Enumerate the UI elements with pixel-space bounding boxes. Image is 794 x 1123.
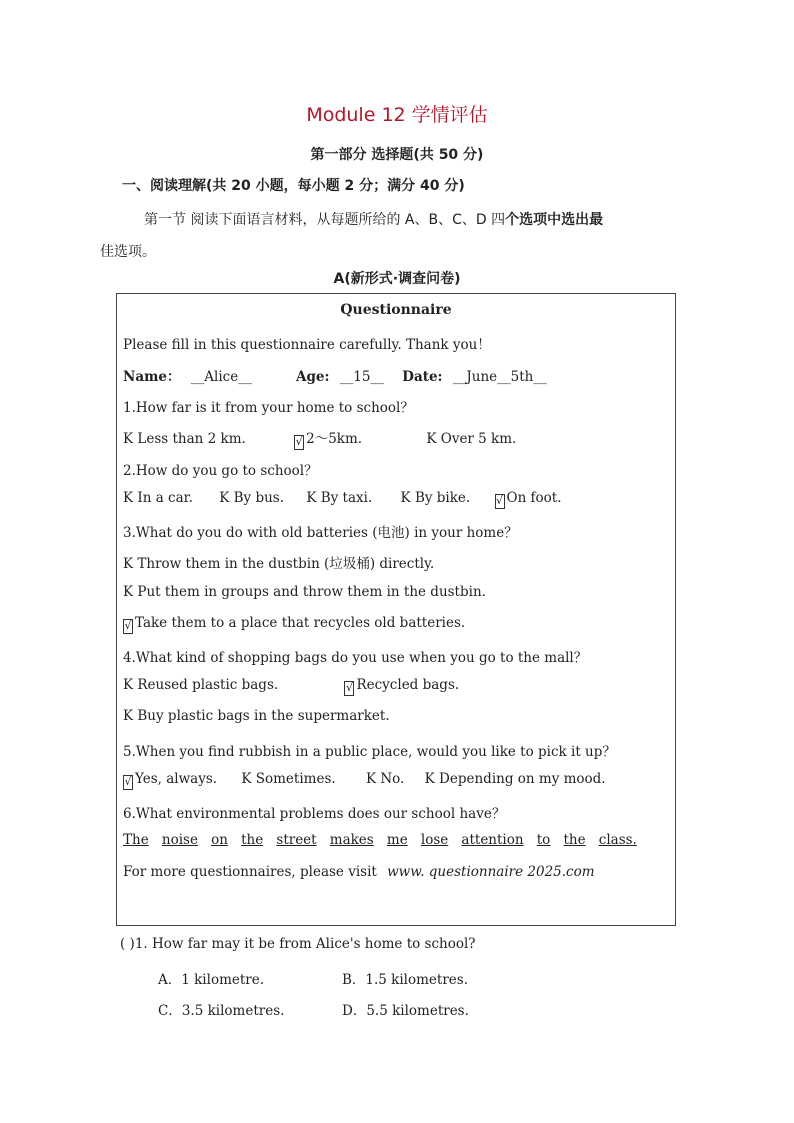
- q1-opt-a[interactable]: [123, 431, 246, 447]
- option-label: By bike.: [414, 490, 471, 506]
- q5-opt-d[interactable]: [425, 771, 606, 787]
- q5-opt-c[interactable]: [366, 771, 404, 787]
- q4-opt-b[interactable]: [344, 677, 459, 693]
- q5-opt-b[interactable]: [241, 771, 335, 787]
- footer-link[interactable]: www. questionnaire 2025.com: [387, 864, 595, 880]
- instruction-text-a: 第一节 阅读下面语言材料，从每题所给的 A、B、C、D 四: [144, 212, 506, 228]
- instruction: [100, 204, 682, 268]
- unchecked-mark: K: [123, 431, 134, 447]
- name-label: Name：: [123, 369, 181, 385]
- q5-options: [123, 771, 606, 790]
- instruction-text-c: 佳选项。: [100, 244, 156, 260]
- q4-options: [123, 677, 459, 696]
- q2-opt-b[interactable]: [219, 490, 284, 506]
- option-label: No.: [380, 771, 405, 787]
- age-label: Age:: [296, 369, 330, 385]
- page-title: Module 12 学情评估: [306, 104, 488, 126]
- unchecked-mark: K: [123, 708, 134, 724]
- unchecked-mark: K: [123, 677, 134, 693]
- unchecked-mark: K: [241, 771, 252, 787]
- checked-mark: √: [124, 619, 132, 632]
- q1-opt-c[interactable]: [426, 431, 516, 447]
- unchecked-mark: K: [400, 490, 411, 506]
- instruction-text-b: 个选项中选出最: [505, 212, 604, 228]
- question-1-stem: ( )1. How far may it be from Alice's home to school?: [120, 936, 476, 952]
- unchecked-mark: K: [123, 556, 134, 572]
- checked-mark: √: [124, 775, 132, 788]
- q4-opt-a[interactable]: [123, 677, 278, 693]
- question-1-option-a[interactable]: A．1 kilometre.: [158, 972, 265, 988]
- q1-text: 1.How far is it from your home to school？: [123, 400, 414, 416]
- info-row: [123, 365, 547, 385]
- option-label: Over 5 km.: [440, 431, 517, 447]
- option-label: Recycled bags.: [356, 677, 460, 693]
- question-1-option-d[interactable]: D．5.5 kilometres.: [342, 1003, 469, 1019]
- answer-word: class.: [598, 832, 637, 848]
- questionnaire-title: Questionnaire: [340, 302, 452, 318]
- q3-opt-b[interactable]: [123, 584, 486, 600]
- option-label: On foot.: [506, 490, 562, 506]
- name-value: __Alice__: [190, 369, 252, 385]
- q3-text: 3.What do you do with old batteries (电池) in your home？: [123, 525, 518, 541]
- question-1-option-c[interactable]: C．3.5 kilometres.: [158, 1003, 285, 1019]
- q2-text: 2.How do you go to school？: [123, 463, 318, 479]
- section-heading: 一、阅读理解(共 20 小题，每小题 2 分；满分 40 分): [122, 178, 465, 194]
- checked-mark: √: [345, 681, 353, 694]
- unchecked-mark: K: [424, 771, 435, 787]
- unchecked-mark: K: [123, 584, 134, 600]
- footer-text: For more questionnaires, please visit: [123, 864, 377, 880]
- q2-opt-e[interactable]: [495, 490, 562, 506]
- unchecked-mark: K: [365, 771, 377, 787]
- option-label: Yes, always.: [135, 771, 218, 787]
- option-label: Buy plastic bags in the supermarket.: [137, 708, 390, 724]
- part-heading: 第一部分 选择题(共 50 分): [310, 147, 484, 163]
- option-label: By taxi.: [320, 490, 373, 506]
- option-label: Put them in groups and throw them in the dustbin.: [137, 584, 486, 600]
- q4-opt-c[interactable]: [123, 708, 390, 724]
- answer-word: noise: [161, 832, 198, 848]
- age-value: __15__: [339, 369, 384, 385]
- q2-opt-d[interactable]: [401, 490, 471, 506]
- answer-word: me: [386, 832, 408, 848]
- q2-opt-a[interactable]: [123, 490, 193, 506]
- questionnaire-intro: Please fill in this questionnaire carefully. Thank you！: [123, 337, 491, 353]
- q4-text: 4.What kind of shopping bags do you use when you go to the mall？: [123, 650, 588, 666]
- answer-word: to: [536, 832, 551, 848]
- date-label: Date:: [402, 369, 443, 385]
- unchecked-mark: K: [426, 431, 437, 447]
- checked-mark: √: [295, 435, 303, 448]
- q1-opt-b[interactable]: [294, 431, 362, 447]
- option-label: Sometimes.: [255, 771, 336, 787]
- q5-text: 5.When you find rubbish in a public place, would you like to pick it up？: [123, 744, 616, 760]
- option-label: Reused plastic bags.: [137, 677, 279, 693]
- answer-word: on: [211, 832, 228, 848]
- option-label: Depending on my mood.: [439, 771, 606, 787]
- q2-options: [123, 490, 562, 509]
- option-label: Throw them in the dustbin (垃圾桶) directly.: [137, 556, 435, 572]
- unchecked-mark: K: [123, 490, 134, 506]
- option-label: Less than 2 km.: [137, 431, 246, 447]
- option-label: 2～5km.: [306, 431, 363, 447]
- q3-opt-c[interactable]: [123, 615, 465, 634]
- q6-text: 6.What environmental problems does our school have？: [123, 806, 506, 822]
- answer-word: street: [276, 832, 317, 848]
- checked-mark: √: [495, 494, 503, 507]
- question-1-option-b[interactable]: B．1.5 kilometres.: [342, 972, 469, 988]
- unchecked-mark: K: [219, 490, 230, 506]
- answer-word: the: [241, 832, 264, 848]
- answer-word: The: [123, 832, 149, 848]
- answer-word: attention: [461, 832, 524, 848]
- answer-word: lose: [420, 832, 449, 848]
- q5-opt-a[interactable]: [123, 771, 217, 787]
- option-label: By bus.: [233, 490, 285, 506]
- unchecked-mark: K: [306, 490, 317, 506]
- date-value: __June__5th__: [452, 369, 547, 385]
- option-label: In a car.: [137, 490, 193, 506]
- passage-label: A(新形式·调查问卷): [333, 271, 461, 287]
- q2-opt-c[interactable]: [306, 490, 372, 506]
- answer-word: makes: [329, 832, 374, 848]
- questionnaire-footer: [123, 864, 595, 880]
- q6-answer: [123, 832, 637, 848]
- q1-options: [123, 427, 516, 450]
- answer-word: the: [563, 832, 586, 848]
- option-label: Take them to a place that recycles old batteries.: [135, 615, 466, 631]
- q3-opt-a[interactable]: [123, 552, 434, 572]
